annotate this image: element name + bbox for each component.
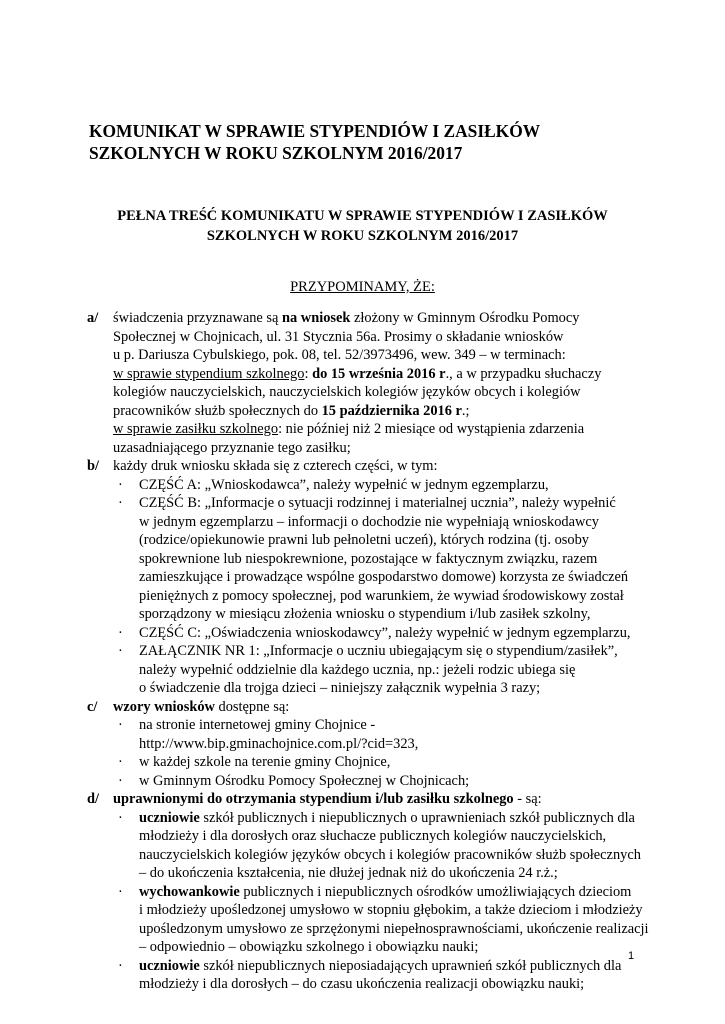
text: pracowników służb społecznych do — [113, 402, 322, 419]
list-item-line: upośledzonym umysłowo ze sprzężonymi niepełnosprawnościami, ukończenie realizacji — [139, 920, 649, 937]
text: - są: — [513, 791, 542, 807]
section-line — [113, 365, 687, 384]
text: .; — [461, 402, 470, 419]
list-item-line: w jednym egzemplarzu – informacji o dochodzie nie wypełniają wnioskodawcy — [139, 513, 599, 530]
section-line: u p. Dariusza Cybulskiego, pok. 08, tel. 52/3973496, wew. 349 – w terminach: — [113, 347, 566, 363]
website-link[interactable]: http://www.bip.gminachojnice.com.pl/?cid=323, — [139, 735, 419, 752]
subtitle-line: SZKOLNYCH W ROKU SZKOLNYM 2016/2017 — [206, 227, 519, 244]
list-item — [113, 642, 687, 698]
text: ., a w przypadku słuchaczy — [445, 365, 602, 382]
bold-text: 15 października 2016 r — [321, 402, 462, 419]
bullet-icon: · — [118, 476, 123, 493]
list-item-line: zamieszkujące i prowadzące wspólne gospodarstwo domowe) korzysta ze świadczeń — [139, 569, 629, 585]
document-title — [89, 120, 540, 164]
list-item-line: – odpowiednio – obowiązku szkolnego i obowiązku nauki; — [139, 939, 479, 955]
text: dostępne są: — [214, 698, 290, 715]
list-item-line: pieniężnych z pomocy społecznej, pod warunkiem, że wywiad środowiskowy został — [139, 587, 624, 604]
section-line: uzasadniającego przyznanie tego zasiłku; — [113, 439, 351, 456]
bullet-icon: · — [118, 624, 123, 641]
section-line — [113, 420, 687, 439]
list-item-line: i młodzieży upośledzonej umysłowo w stopniu głębokim, a także dzieciom i młodzieży — [139, 902, 643, 918]
section-letter: c/ — [87, 698, 98, 715]
bullet-icon: · — [118, 772, 123, 789]
underlined-text: w sprawie zasiłku szkolnego — [113, 421, 279, 437]
text: złożony w Gminnym Ośrodku Pomocy — [350, 310, 580, 326]
section-line — [113, 402, 687, 421]
reminder-text: PRZYPOMINAMY, ŻE: — [290, 279, 435, 295]
text: szkół niepublicznych nieposiadających uprawnień szkół publicznych dla — [199, 957, 622, 974]
document-body — [87, 309, 687, 994]
bold-text: wychowankowie — [139, 883, 240, 900]
bullet-icon: · — [118, 495, 123, 511]
section-letter: d/ — [87, 791, 100, 807]
list-item-line: sporządzony w miesiącu złożenia wniosku o stypendium i/lub zasiłek szkolny, — [139, 606, 591, 622]
title-line: KOMUNIKAT W SPRAWIE STYPENDIÓW I ZASIŁKÓW — [89, 121, 541, 141]
list-item-line: – do ukończenia kształcenia, nie dłużej jednak niż do ukończenia 24 r.ż.; — [139, 865, 558, 881]
section-line: kolegiów nauczycielskich, nauczycielskich kolegiów języków obcych i kolegiów — [113, 384, 581, 400]
list-item-line: w Gminnym Ośrodku Pomocy Społecznej w Chojnicach; — [139, 772, 470, 789]
section-intro: każdy druk wniosku składa się z czterech części, w tym: — [113, 458, 438, 474]
list-item — [113, 753, 687, 772]
bold-text: na wniosek — [282, 310, 351, 326]
text: świadczenia przyznawane są — [113, 310, 282, 326]
list-item-line: młodzieży i dla dorosłych – do czasu ukończenia realizacji obowiązku nauki; — [139, 976, 585, 992]
text: szkół publicznych i niepublicznych o uprawnieniach szkół publicznych dla — [199, 809, 635, 826]
list-item — [113, 957, 687, 994]
bold-text: uczniowie — [139, 809, 200, 826]
bullet-icon: · — [118, 754, 123, 770]
list-item — [113, 494, 687, 624]
text: : nie później niż 2 miesiące od wystąpienia zdarzenia — [278, 421, 585, 437]
section-c — [87, 698, 687, 791]
section-line: Społecznej w Chojnicach, ul. 31 Stycznia 56a. Prosimy o składanie wniosków — [113, 328, 564, 345]
underlined-text: w sprawie stypendium szkolnego — [113, 365, 305, 382]
section-line — [113, 309, 687, 328]
list-item-line: nauczycielskich kolegiów języków obcych i kolegiów pracowników służb społecznych — [139, 846, 641, 863]
list-item-line: (rodzice/opiekunowie prawni lub pełnoletni uczeń), których rodzina (tj. osoby — [139, 532, 589, 548]
document-subtitle — [0, 207, 725, 246]
text: : — [304, 365, 313, 382]
list-item-line: ZAŁĄCZNIK NR 1: „Informacje o uczniu ubiegającym się o stypendium/zasiłek”, — [139, 643, 618, 659]
subtitle-line: PEŁNA TREŚĆ KOMUNIKATU W SPRAWIE STYPENDIÓW I ZASIŁKÓW — [117, 208, 608, 224]
list-item-line: na stronie internetowej gminy Chojnice - — [139, 717, 376, 733]
section-b — [87, 457, 687, 698]
title-line: SZKOLNYCH W ROKU SZKOLNYM 2016/2017 — [89, 143, 463, 163]
section-letter: a/ — [87, 310, 99, 326]
list-item-line: należy wypełnić oddzielnie dla każdego ucznia, np.: jeżeli rodzic ubiega się — [139, 661, 576, 678]
list-item — [113, 883, 687, 957]
list-item — [113, 476, 687, 495]
section-letter: b/ — [87, 458, 100, 474]
list-item-line — [139, 883, 687, 902]
section-a — [87, 309, 687, 457]
section-intro — [113, 698, 687, 717]
text: publicznych i niepublicznych ośrodków umożliwiających dzieciom — [239, 883, 632, 900]
list-item-line: CZĘŚĆ B: „Informacje o sytuacji rodzinnej i materialnej ucznia”, należy wypełnić — [139, 495, 616, 511]
list-item — [113, 772, 687, 791]
bullet-icon: · — [118, 957, 123, 974]
list-item-line — [139, 957, 687, 976]
bold-text: do 15 września 2016 r — [312, 365, 446, 382]
section-intro — [113, 790, 687, 809]
reminder-heading — [0, 278, 725, 296]
bold-text: uczniowie — [139, 957, 200, 974]
list-item-line: CZĘŚĆ A: „Wnioskodawca”, należy wypełnić w jednym egzemplarzu, — [139, 476, 549, 493]
list-item-line: spokrewnione lub niespokrewnione, pozostające w faktycznym związku, razem — [139, 550, 598, 567]
bullet-icon: · — [118, 883, 123, 900]
list-item — [113, 809, 687, 883]
list-item-line: młodzieży i dla dorosłych oraz słuchacze publicznych kolegiów nauczycielskich, — [139, 828, 607, 844]
bullet-icon: · — [118, 643, 123, 659]
list-item-line — [139, 809, 687, 828]
list-item — [113, 716, 687, 753]
section-d — [87, 790, 687, 994]
bold-text: wzory wniosków — [113, 698, 215, 715]
bullet-icon: · — [118, 809, 123, 826]
list-item-line: CZĘŚĆ C: „Oświadczenia wnioskodawcy”, należy wypełnić w jednym egzemplarzu, — [139, 624, 631, 641]
list-item-line: o świadczenie dla trojga dzieci – niniejszy załącznik wypełnia 3 razy; — [139, 680, 541, 696]
bullet-icon: · — [118, 717, 123, 733]
list-item-line: w każdej szkole na terenie gminy Chojnice, — [139, 754, 391, 770]
page-number: 1 — [628, 950, 635, 962]
bold-text: uprawnionymi do otrzymania stypendium i/lub zasiłku szkolnego — [113, 791, 514, 807]
list-item — [113, 624, 687, 643]
